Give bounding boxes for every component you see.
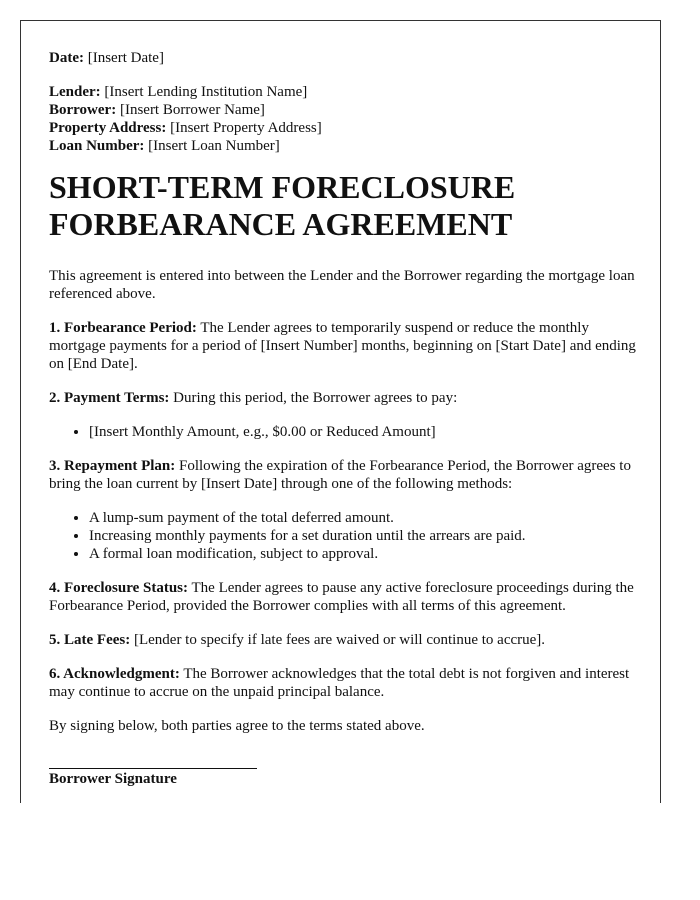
- borrower-signature-block: [49, 768, 257, 788]
- section-text: The Lender agrees to pause any active foreclosure proceedings during the Forbearance Period, provided the Borrower complies with all terms of this agreement.: [49, 580, 634, 614]
- document-title: [49, 169, 639, 243]
- date-value: [Insert Date]: [87, 50, 164, 66]
- intro-paragraph: This agreement is entered into between the Lender and the Borrower regarding the mortgage loan referenced above.: [49, 268, 635, 302]
- list-item: • A lump-sum payment of the total deferred amount.: [89, 509, 639, 527]
- signature-line: [49, 768, 257, 769]
- date-line: [49, 49, 639, 67]
- parties-block: [49, 83, 639, 155]
- borrower-signature-label: Borrower Signature: [49, 771, 177, 787]
- payment-terms-list: [49, 423, 639, 441]
- list-item: • [Insert Monthly Amount, e.g., $0.00 or Reduced Amount]: [89, 423, 639, 441]
- title-line-1: SHORT-TERM FORECLOSURE: [49, 169, 516, 205]
- section-acknowledgment: [49, 665, 639, 701]
- section-heading: 3. Repayment Plan:: [49, 458, 176, 474]
- loan-number-line: [49, 137, 639, 155]
- property-address-line: [49, 119, 639, 137]
- repayment-methods-list: [49, 509, 639, 563]
- list-item: • Increasing monthly payments for a set duration until the arrears are paid.: [89, 527, 639, 545]
- section-text: The Borrower acknowledges that the total debt is not forgiven and interest may continue to accrue on the unpaid principal balance.: [49, 666, 630, 700]
- property-address-label: Property Address:: [49, 120, 167, 136]
- title-line-2: FORBEARANCE AGREEMENT: [49, 206, 513, 242]
- lender-label: Lender:: [49, 84, 101, 100]
- loan-number-label: Loan Number:: [49, 138, 145, 154]
- section-text: Following the expiration of the Forbearance Period, the Borrower agrees to bring the loan current by [Insert Date] through one of the following methods:: [49, 458, 631, 492]
- section-heading: 2. Payment Terms:: [49, 390, 170, 406]
- loan-number-value: [Insert Loan Number]: [148, 138, 280, 154]
- list-item: • A formal loan modification, subject to approval.: [89, 545, 639, 563]
- lender-line: [49, 83, 639, 101]
- section-text: During this period, the Borrower agrees to pay:: [173, 390, 458, 406]
- property-address-value: [Insert Property Address]: [170, 120, 322, 136]
- date-label: Date:: [49, 50, 84, 66]
- section-heading: 6. Acknowledgment:: [49, 666, 180, 682]
- lender-value: [Insert Lending Institution Name]: [104, 84, 308, 100]
- borrower-label: Borrower:: [49, 102, 117, 118]
- borrower-line: [49, 101, 639, 119]
- section-heading: 1. Forbearance Period:: [49, 320, 197, 336]
- section-foreclosure-status: [49, 579, 639, 615]
- section-text: [Lender to specify if late fees are waived or will continue to accrue].: [133, 632, 546, 648]
- document-content: [49, 21, 639, 788]
- section-text: The Lender agrees to temporarily suspend or reduce the monthly mortgage payments for a period of [Insert Number] months, beginning on [Start Date] and ending on [End Date].: [49, 320, 636, 372]
- section-heading: 4. Foreclosure Status:: [49, 580, 189, 596]
- section-late-fees: [49, 631, 639, 649]
- section-heading: 5. Late Fees:: [49, 632, 131, 648]
- section-payment-terms: [49, 389, 639, 407]
- section-forbearance-period: [49, 319, 639, 373]
- borrower-value: [Insert Borrower Name]: [119, 102, 265, 118]
- document-page: [20, 20, 661, 803]
- closing-statement: By signing below, both parties agree to the terms stated above.: [49, 718, 425, 734]
- section-repayment-plan: [49, 457, 639, 493]
